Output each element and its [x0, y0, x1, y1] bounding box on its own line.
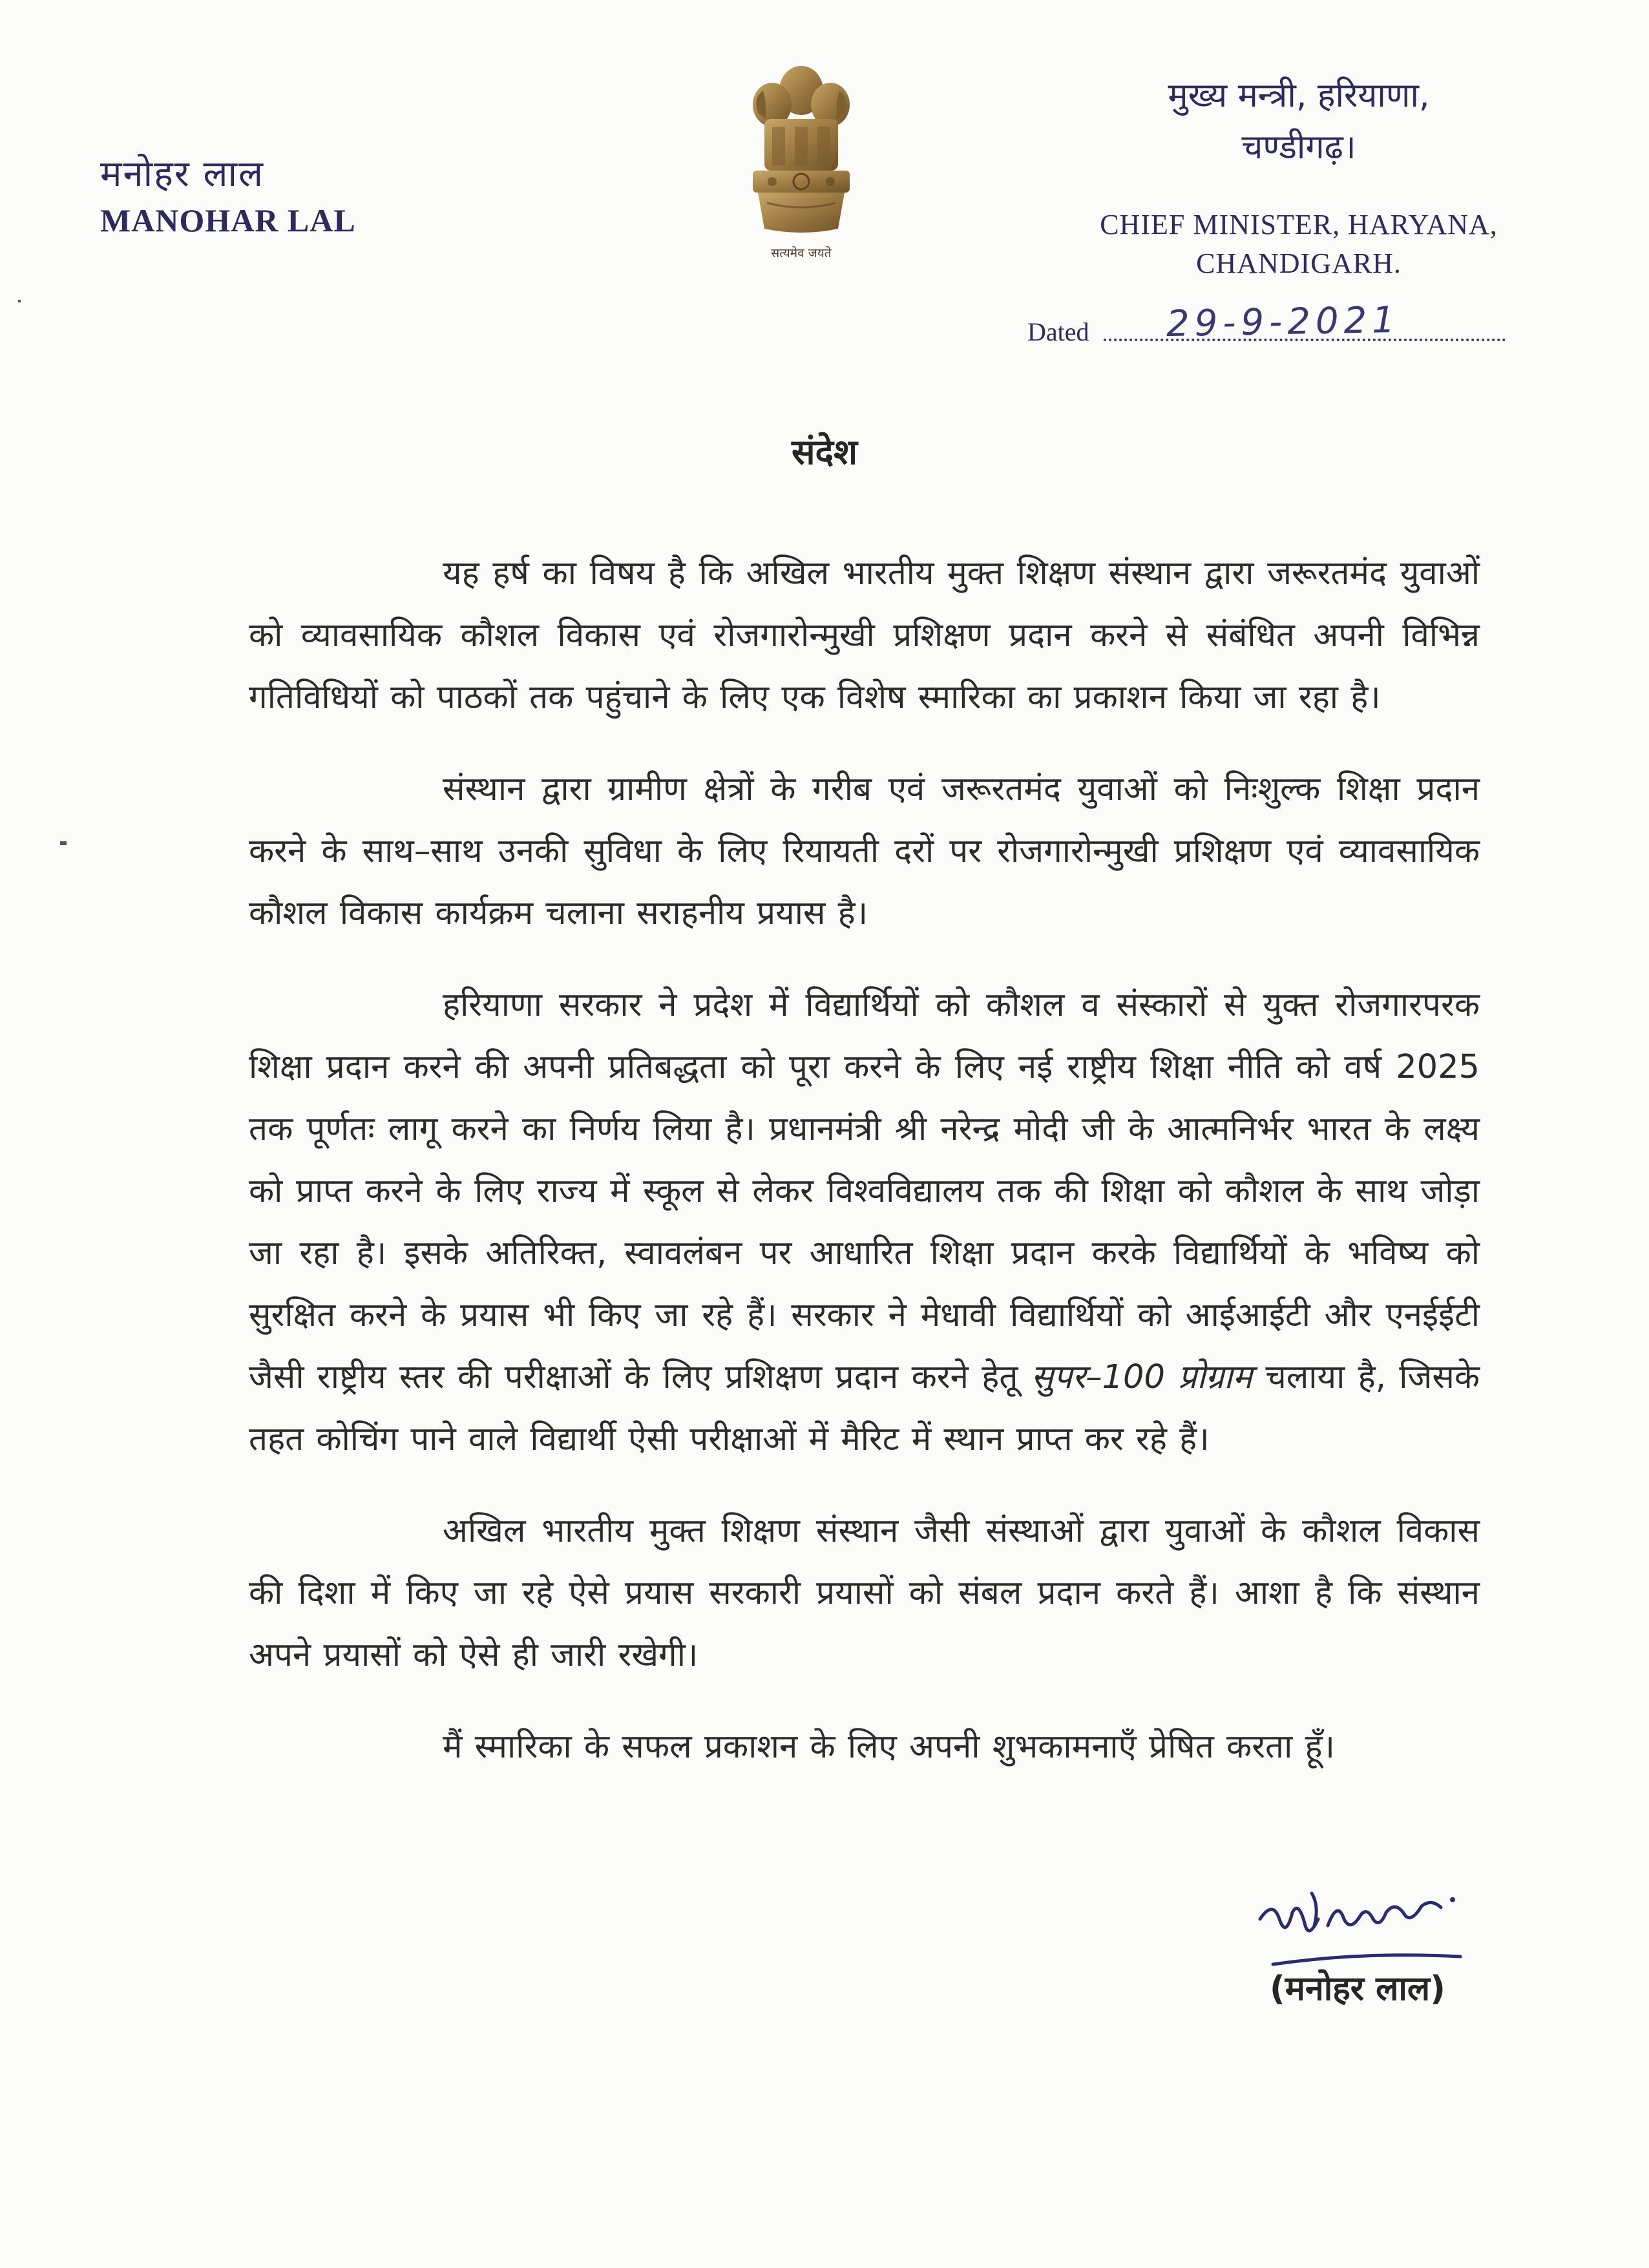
office-english-line2: CHANDIGARH.	[1196, 247, 1402, 279]
signatory-name: (मनोहर लाल)	[1270, 1969, 1445, 2008]
office-hindi-line1: मुख्य मन्त्री, हरियाणा,	[1168, 76, 1430, 115]
sender-name-block	[100, 150, 356, 242]
paragraph-5: मैं स्मारिका के सफल प्रकाशन के लिए अपनी शुभकामनाएँ प्रेषित करता हूँ।	[443, 1728, 1335, 1766]
office-english-line1: CHIEF MINISTER, HARYANA,	[1100, 209, 1498, 240]
letter-body	[249, 543, 1480, 1808]
lion-capital-icon	[727, 59, 876, 240]
emblem-motto: सत्यमेव जयते	[771, 246, 832, 260]
paragraph-3-part2: चलाया है, जिसके तहत कोचिंग पाने वाले विद्यार्थी ऐसी परीक्षाओं में मैरिट में स्थान प्राप्त कर रहे हैं।	[249, 1358, 1480, 1458]
state-emblem	[727, 59, 876, 266]
office-hindi-line2: चण्डीगढ़।	[1241, 128, 1356, 167]
paragraph-1: यह हर्ष का विषय है कि अखिल भारतीय मुक्त शिक्षण संस्थान द्वारा जरूरतमंद युवाओं को व्यावसायिक कौशल विकास एवं रोजगारोन्मुखी प्रशिक्षण प्रदान करने से संबंधित अपनी विभिन्न गतिविधियों को पाठकों तक पहुंचाने के लिए एक विशेष स्मारिका का प्रकाशन किया जा रहा है।	[249, 554, 1480, 717]
sender-name-hindi: मनोहर लाल	[100, 153, 264, 195]
paragraph-3-part1: हरियाणा सरकार ने प्रदेश में विद्यार्थियों को कौशल व संस्कारों से युक्त रोजगारपरक शिक्षा प्रदान करने की अपनी प्रतिबद्धता को पूरा करने के लिए नई राष्ट्रीय शिक्षा नीति को वर्ष 2025 तक पूर्णतः लागू करने का निर्णय लिया है। प्रधानमंत्री श्री नरेन्द्र मोदी जी के आत्मनिर्भर भारत के लक्ष्य को प्राप्त करने के लिए राज्य में स्कूल से लेकर विश्वविद्यालय तक की शिक्षा को कौशल के साथ जोड़ा जा रहा है। इसके अतिरिक्त, स्वावलंबन पर आधारित शिक्षा प्रदान करके विद्यार्थियों के भविष्य को सुरक्षित करने के प्रयास भी किए जा रहे हैं। सरकार ने मेधावी विद्यार्थियों को आईआईटी और एनईईटी जैसी राष्ट्रीय स्तर की परीक्षाओं के लिए प्रशिक्षण प्रदान करने हेतू	[249, 986, 1480, 1396]
dated-label: Dated	[1027, 317, 1089, 346]
paragraph-3	[249, 974, 1480, 1471]
sender-name-english: MANOHAR LAL	[100, 202, 356, 238]
paragraph-4: अखिल भारतीय मुक्त शिक्षण संस्थान जैसी संस्थाओं द्वारा युवाओं के कौशल विकास की दिशा में किए जा रहे ऐसे प्रयास सरकारी प्रयासों को संबल प्रदान करते हैं। आशा है कि संस्थान अपने प्रयासों को ऐसे ही जारी रखेगी।	[249, 1512, 1480, 1674]
scan-speck	[18, 300, 21, 302]
dated-row	[1027, 299, 1506, 349]
super-100-program: सुपर–100 प्रोग्राम	[1031, 1358, 1252, 1396]
office-block	[1034, 70, 1564, 283]
scan-speck	[60, 841, 67, 845]
letter-subject: संदेश	[792, 432, 857, 472]
dated-value: 29-9-2021	[1166, 299, 1401, 346]
paragraph-2: संस्थान द्वारा ग्रामीण क्षेत्रों के गरीब एवं जरूरतमंद युवाओं को निःशुल्क शिक्षा प्रदान करने के साथ–साथ उनकी सुविधा के लिए रियायती दरों पर रोजगारोन्मुखी प्रशिक्षण एवं व्यावसायिक कौशल विकास कार्यक्रम चलाना सराहनीय प्रयास है।	[249, 770, 1480, 932]
